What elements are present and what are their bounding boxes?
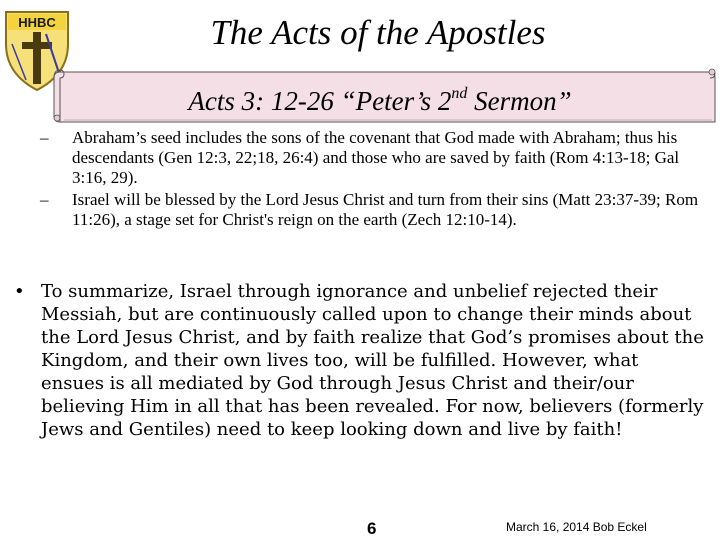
bullet-marker: • — [14, 281, 25, 302]
logo-text: HHBC — [18, 15, 56, 30]
sub-bullet — [40, 128, 705, 188]
slide-subtitle: Acts 3: 12-26 “Peter’s 2nd Sermon” — [188, 85, 572, 116]
dash-marker: – — [40, 128, 49, 147]
slide-title: The Acts of the Apostles — [210, 13, 546, 52]
main-bullet-text: To summarize, Israel through ignorance and unbelief rejected their Messiah, but are continuously called upon to change their minds about the Lord Jesus Christ, and by faith realize that God’s promises about the Kingdom, and their own lives too, will be fulfilled. However, what ensues is all mediated by God through Jesus Christ and their/our believing Him in all that has been revealed. For now, believers (formerly Jews and Gentiles) need to keep looking down and live by faith! — [41, 281, 704, 440]
page-number: 6 — [367, 519, 377, 538]
footer-date-author: March 16, 2014 Bob Eckel — [506, 520, 647, 534]
dash-marker: – — [40, 190, 49, 209]
sub-bullet-text: Israel will be blessed by the Lord Jesus Christ and turn from their sins (Matt 23:37-39; Rom 11:26), a stage set for Christ's reign on the earth (Zech 12:10-14). — [72, 190, 699, 229]
sub-bullet-text: Abraham’s seed includes the sons of the covenant that God made with Abraham; thus his descendants (Gen 12:3, 22;18, 26:4) and those who are saved by faith (Rom 4:13-18; Gal 3:16, 29). — [72, 128, 680, 187]
main-bullet — [14, 280, 704, 441]
sub-bullet — [40, 190, 705, 230]
